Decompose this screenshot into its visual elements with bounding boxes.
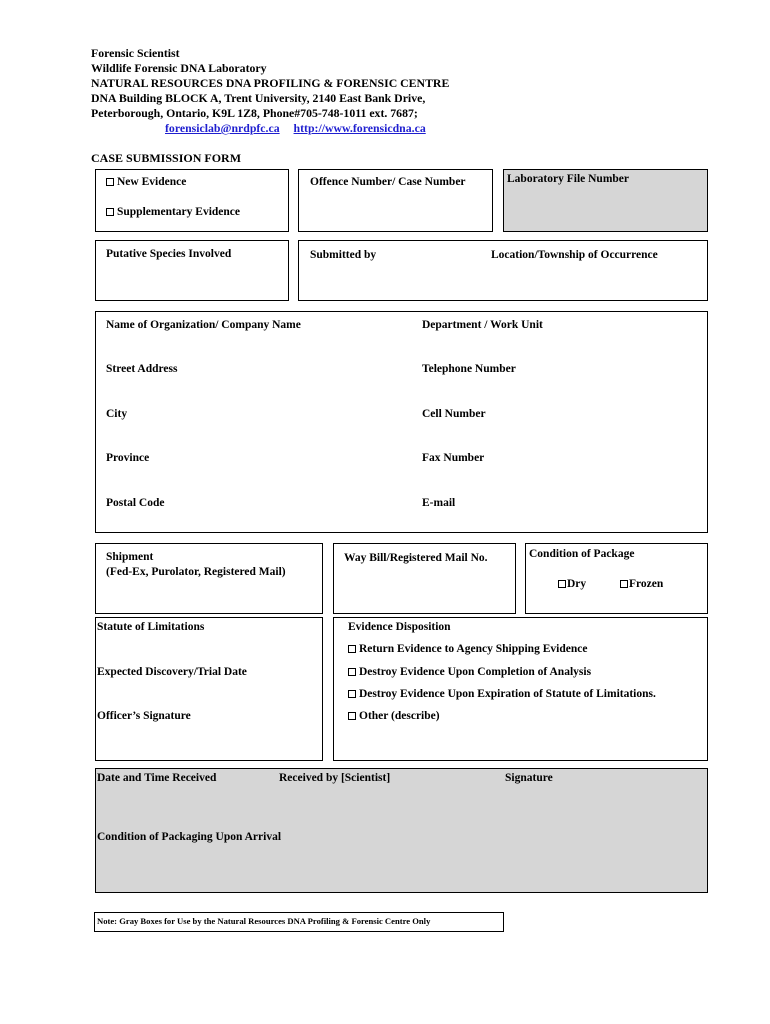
package-condition-label: Condition of Package xyxy=(529,548,635,560)
telephone-label: Telephone Number xyxy=(422,363,516,375)
disposition-destroy-analysis-option[interactable]: Destroy Evidence Upon Completion of Analysis xyxy=(348,666,591,678)
header-line-address: DNA Building BLOCK A, Trent University, 2140 East Bank Drive, xyxy=(91,91,426,105)
organization-label: Name of Organization/ Company Name xyxy=(106,319,301,331)
gray-box-note-text: Note: Gray Boxes for Use by the Natural Resources DNA Profiling & Forensic Centre Only xyxy=(97,916,431,926)
submitted-by-label: Submitted by xyxy=(310,249,377,261)
street-address-label: Street Address xyxy=(106,363,178,375)
evidence-disposition-title: Evidence Disposition xyxy=(348,621,451,633)
checkbox-icon[interactable] xyxy=(558,580,566,588)
receipt-signature-label: Signature xyxy=(505,772,553,784)
postal-code-label: Postal Code xyxy=(106,497,165,509)
department-label: Department / Work Unit xyxy=(422,319,543,331)
disposition-return-option[interactable]: Return Evidence to Agency Shipping Evidence xyxy=(348,643,587,655)
lab-file-number-label: Laboratory File Number xyxy=(507,173,630,185)
checkbox-icon[interactable] xyxy=(348,690,356,698)
header-line-title: Forensic Scientist xyxy=(91,46,180,60)
new-evidence-option[interactable]: New Evidence xyxy=(106,176,186,188)
shipment-carriers-label: (Fed-Ex, Purolator, Registered Mail) xyxy=(106,566,286,578)
checkbox-icon[interactable] xyxy=(106,208,114,216)
lab-file-number-box xyxy=(503,169,708,232)
shipment-box[interactable] xyxy=(95,543,323,614)
supplementary-evidence-option[interactable]: Supplementary Evidence xyxy=(106,206,240,218)
trial-date-label: Expected Discovery/Trial Date xyxy=(97,666,247,678)
cell-number-label: Cell Number xyxy=(422,408,486,420)
dry-option[interactable]: Dry xyxy=(558,578,586,590)
waybill-label: Way Bill/Registered Mail No. xyxy=(344,552,488,564)
evidence-type-box xyxy=(95,169,289,232)
email-link[interactable]: forensiclab@nrdpfc.ca xyxy=(165,121,280,135)
checkbox-icon[interactable] xyxy=(348,645,356,653)
offence-number-label: Offence Number/ Case Number xyxy=(310,176,466,188)
species-box[interactable] xyxy=(95,240,289,301)
legal-box[interactable] xyxy=(95,617,323,761)
disposition-destroy-statute-option[interactable]: Destroy Evidence Upon Expiration of Statute of Limitations. xyxy=(348,688,656,700)
officer-signature-label: Officer’s Signature xyxy=(97,710,191,722)
header-links xyxy=(165,121,426,136)
province-label: Province xyxy=(106,452,150,464)
received-by-label: Received by [Scientist] xyxy=(279,772,391,784)
checkbox-icon[interactable] xyxy=(348,668,356,676)
waybill-box[interactable] xyxy=(333,543,516,614)
form-title: CASE SUBMISSION FORM xyxy=(91,151,242,165)
header-line-city-phone: Peterborough, Ontario, K9L 1Z8, Phone#705-748-1011 ext. 7687; xyxy=(91,106,418,120)
website-link[interactable]: http://www.forensicdna.ca xyxy=(293,121,426,135)
disposition-other-option[interactable]: Other (describe) xyxy=(348,710,440,722)
fax-number-label: Fax Number xyxy=(422,452,485,464)
receipt-box xyxy=(95,768,708,893)
contact-info-box xyxy=(95,311,708,533)
packaging-condition-label: Condition of Packaging Upon Arrival xyxy=(97,831,282,843)
evidence-disposition-box xyxy=(333,617,708,761)
location-label: Location/Township of Occurrence xyxy=(491,249,658,261)
date-time-received-label: Date and Time Received xyxy=(97,772,217,784)
checkbox-icon[interactable] xyxy=(348,712,356,720)
offence-number-box[interactable] xyxy=(298,169,493,232)
checkbox-icon[interactable] xyxy=(620,580,628,588)
header-line-lab: Wildlife Forensic DNA Laboratory xyxy=(91,61,267,75)
statute-label: Statute of Limitations xyxy=(97,621,205,633)
city-label: City xyxy=(106,408,128,420)
gray-box-note xyxy=(94,912,504,932)
header-line-centre: NATURAL RESOURCES DNA PROFILING & FORENSIC CENTRE xyxy=(91,76,450,90)
species-label: Putative Species Involved xyxy=(106,248,232,260)
checkbox-icon[interactable] xyxy=(106,178,114,186)
frozen-option[interactable]: Frozen xyxy=(620,578,663,590)
shipment-label: Shipment xyxy=(106,551,154,563)
submitter-location-box[interactable] xyxy=(298,240,708,301)
email-label: E-mail xyxy=(422,497,456,509)
package-condition-box xyxy=(525,543,708,614)
